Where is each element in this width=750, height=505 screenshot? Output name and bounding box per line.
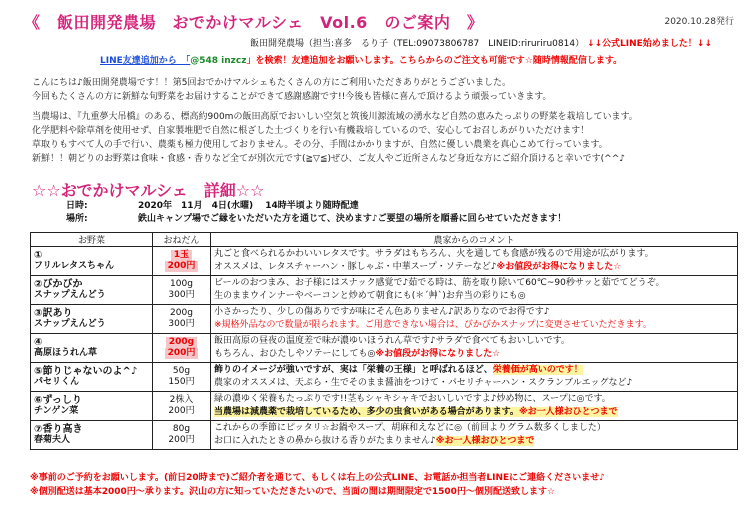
comment-cell	[211, 305, 738, 334]
price-amount: 200円	[168, 406, 195, 416]
price-qty: 50g	[172, 366, 191, 376]
page-title: 《 飯田開発農場 おでかけマルシェ Vol.6 のご案内 》	[24, 13, 484, 32]
price-qty: 100g	[170, 279, 193, 289]
vegetable-name-cell	[31, 392, 153, 421]
issue-date: 2020.10.28発行	[664, 17, 734, 27]
vegetable-number: ③訳あり	[34, 308, 73, 319]
header-vegetable: お野菜	[31, 233, 153, 247]
comment-line: オススメは、レタスチャーハン・豚しゃぶ・中華スープ・ソテーなど♪	[214, 262, 497, 272]
intro-line: 当農場は、『九重夢大吊橋』のある、標高約900mの飯田高原でおいしい空気と筑後川源流域の湧水など自然の恵みたっぷりの野菜を栽培しています。	[32, 112, 638, 122]
vegetable-number: ⑦香り高き	[34, 424, 83, 435]
vegetable-number: ①	[34, 250, 43, 261]
comment-line: ビールのおつまみ、お子様にはスナック感覚で♪茹でる時は、筋を取り除いて60℃~90秒サッと茹でてどうぞ。	[214, 278, 665, 288]
comment-cell	[211, 276, 738, 305]
footer-notes	[30, 471, 605, 499]
price-qty: 80g	[172, 424, 191, 434]
price-cell	[153, 247, 211, 276]
line-id[interactable]: @548 inzcz	[190, 56, 247, 66]
nutrition-note: 栄養価が高いのです！	[492, 365, 583, 375]
table-row	[31, 363, 738, 392]
limited-quantity-note: ※規格外品なので数量が限られます。ご用意できない場合は、びかびかスナップに変更させていただきます。	[214, 320, 652, 330]
comment-cell	[211, 421, 738, 450]
comment-line: 丸ごと食べられるかわいいレタスです。サラダはもちろん、火を通しても食感が残るので用途が広がります。	[214, 249, 654, 259]
vegetable-name-cell	[31, 334, 153, 363]
price-drop-note: ※お値段がお得になりました☆	[496, 262, 622, 272]
pesticide-note: 当農場は減農薬で栽培しているため、多少の虫食いがある場合があります。	[214, 407, 519, 417]
detail-title: ☆☆おでかけマルシェ 詳細☆☆	[32, 181, 265, 200]
vegetable-name: パセリくん	[34, 377, 80, 387]
price-amount: 150円	[168, 377, 195, 387]
vegetable-name: スナップえんどう	[34, 290, 106, 300]
produce-table	[30, 232, 738, 450]
comment-line: お口に入れたときの鼻から抜ける香りがたまりません♪	[214, 436, 436, 446]
price-cell	[153, 363, 211, 392]
table-row	[31, 247, 738, 276]
limit-note: ※お一人様おひとつまで	[518, 407, 618, 417]
price-cell	[153, 421, 211, 450]
line-notice	[100, 53, 622, 66]
event-meta	[66, 200, 566, 226]
comment-cell	[211, 392, 738, 421]
place-label: 場所:	[66, 214, 88, 224]
price-amount: 200円	[165, 261, 199, 272]
price-qty: 200g	[166, 337, 197, 348]
comment-line: 小さかったり、少しの傷ありですが味にそん色ありません♪訳ありなのでお得です♪	[214, 307, 550, 317]
comment-line: もちろん、おひたしやソテーにしても◎	[214, 349, 376, 359]
intro-line: 草取りもすべて人の手で行い、農薬も極力使用しておりません。その分、手間はかかりますが、自然に優しい農業を真心こめて行っています。	[32, 140, 608, 150]
comment-line: これからの季節にピッタリ☆お鍋やスープ、胡麻和えなどに◎（前回よりグラム数多くしました）	[214, 423, 606, 433]
price-cell	[153, 334, 211, 363]
comment-line: 飯田高原の昼夜の温度差で味が濃ゆいほうれん草です♪サラダで食べてもおいしいです。	[214, 336, 570, 346]
price-cell	[153, 276, 211, 305]
vegetable-name-cell	[31, 363, 153, 392]
delivery-note: ※個別配送は基本2000円～承ります。沢山の方に知っていただきたいので、当面の間は期間限定で1500円～個別配送致します☆	[30, 487, 556, 497]
vegetable-number: ④	[34, 337, 43, 348]
date-label: 日時:	[66, 201, 88, 211]
contact-info	[250, 36, 712, 49]
comment-line: 生のままウインナーやベーコンと炒めて朝食にも(＊´艸`)お弁当の彩りにも◎	[214, 291, 526, 301]
vegetable-name: フリルレタスちゃん	[34, 261, 115, 271]
contact-main: 飯田開発農場（担当:喜多 るり子（TEL:09073806787 LINEID:riruriru0814）	[250, 39, 585, 49]
vegetable-name-cell	[31, 305, 153, 334]
line-prefix-link[interactable]: LINE友達追加から 「	[100, 56, 191, 66]
comment-cell	[211, 247, 738, 276]
intro-line: 新鮮！！朝どりのお野菜は食味・食感・香りなど全てが別次元です(≧▽≦)ぜひ、ご友人やご近所さんなど身近な方にご紹介頂けると幸いです(^^♪	[32, 154, 626, 164]
intro-line: こんにちは♪飯田開発農場です！！第5回おでかけマルシェもたくさんの方にご利用いただきありがとうございました。	[32, 78, 511, 88]
vegetable-name-cell	[31, 421, 153, 450]
vegetable-name: スナップえんどう	[34, 319, 106, 329]
comment-cell	[211, 363, 738, 392]
limit-note: ※お一人様おひとつまで	[435, 436, 535, 446]
price-qty: 1玉	[171, 250, 192, 261]
table-row	[31, 276, 738, 305]
place-value: 鉄山キャンプ場でご縁をいただいた方を通じて、決めます♪ご要望の場所を順番に回らせていただきます！	[138, 214, 567, 224]
header-comment: 農家からのコメント	[211, 233, 738, 247]
price-drop-note: ※お値段がお得になりました☆	[375, 349, 501, 359]
vegetable-number: ⑥ずっしり	[34, 395, 82, 406]
table-row	[31, 334, 738, 363]
comment-cell	[211, 334, 738, 363]
intro-line: 今回もたくさんの方に新鮮な旬野菜をお届けすることができて感謝感謝です!!今後も皆様に喜んで頂けるよう頑張っていきます。	[32, 92, 552, 102]
price-amount: 200円	[168, 435, 195, 445]
price-cell	[153, 305, 211, 334]
table-row	[31, 305, 738, 334]
header-price: おねだん	[153, 233, 211, 247]
vegetable-name-cell	[31, 276, 153, 305]
line-alert: ↓↓公式LINE始めました！↓↓	[586, 39, 712, 49]
price-qty: 200g	[170, 308, 193, 318]
price-amount: 300円	[168, 319, 195, 329]
price-amount: 300円	[168, 290, 195, 300]
price-amount: 200円	[165, 348, 199, 359]
reservation-note: ※事前のご予約をお願いします。(前日20時まで)ご紹介者を通じて、もしくは右上の公式LINE、お電話か担当者LINEにご連絡くださいませ♪	[30, 473, 605, 483]
vegetable-name: 春菊夫人	[34, 435, 71, 445]
vegetable-name-cell	[31, 247, 153, 276]
table-row	[31, 421, 738, 450]
vegetable-name: チンゲン菜	[34, 406, 79, 416]
table-header-row	[31, 233, 738, 247]
vegetable-number: ②びかびか	[34, 279, 83, 290]
intro-line: 化学肥料や除草剤を使用せず、自家製堆肥で自然に根ざした土づくりを行い有機栽培しているので、安心してお召しあがりいただけます！	[32, 126, 590, 136]
vegetable-name: 高原ほうれん草	[34, 348, 98, 358]
date-value: 2020年 11月 4日(水曜) 14時半頃より随時配達	[138, 201, 359, 211]
vegetable-number: ⑤節りじゃないのよ^♪	[34, 366, 138, 377]
comment-line: 農家のオススメは、天ぷら・生でそのまま醤油をつけて・パセリチャーハン・スクランブルエッグなど♪	[214, 378, 633, 388]
line-suffix: 」を検索！友達追加をお願いします。こちらからのご注文も可能です☆随時情報配信します。	[246, 56, 623, 66]
table-row	[31, 392, 738, 421]
price-qty: 2株入	[169, 395, 194, 405]
comment-line: 緑の濃ゆく栄養もたっぷりです!!茎もシャキシャキでおいしいですよ♪炒め物に、スープに◎です。	[214, 394, 611, 404]
comment-line: 飾りのイメージが強いですが、実は「栄養の王様」と呼ばれるほど、	[214, 365, 493, 375]
intro-text	[32, 76, 732, 166]
price-cell	[153, 392, 211, 421]
